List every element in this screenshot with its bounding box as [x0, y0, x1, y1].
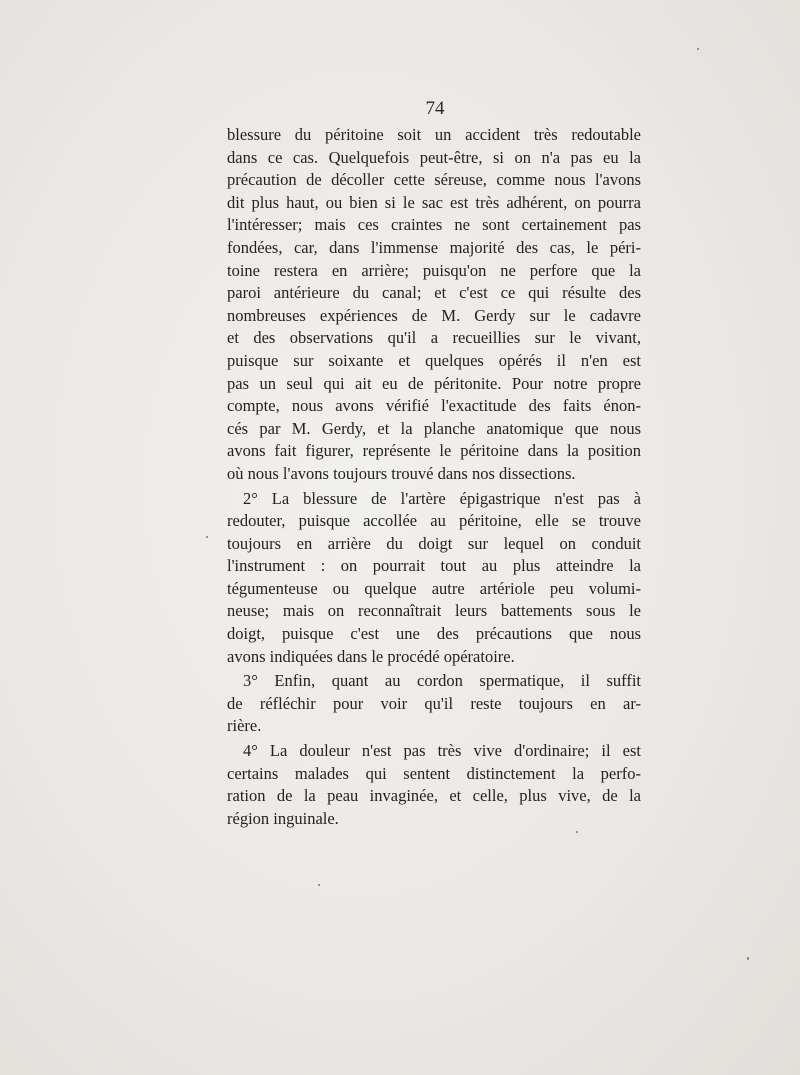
- text-line: blessure du péritoine soit un accident très redoutable: [227, 125, 641, 144]
- text-line: l'instrument : on pourrait tout au plus atteindre la: [227, 556, 641, 576]
- text-line: où nous l'avons toujours trouvé dans nos dissections.: [227, 463, 576, 483]
- text-line: l'intéresser; mais ces craintes ne sont certainement pas: [227, 215, 641, 235]
- text-line: nombreuses expériences de M. Gerdy sur le cadavre: [227, 305, 641, 325]
- text-line: certains malades qui sentent distinctement la perfo-: [227, 763, 641, 783]
- text-line: compte, nous avons vérifié l'exactitude des faits énon-: [227, 396, 641, 416]
- text-line: précaution de décoller cette séreuse, comme nous l'avons: [227, 170, 641, 190]
- text-line: avons indiquées dans le procédé opératoire.: [227, 646, 515, 666]
- text-line: tégumenteuse ou quelque autre artériole peu volumi-: [227, 578, 641, 598]
- text-line: neuse; mais on reconnaîtrait leurs battements sous le: [227, 601, 641, 621]
- text-line: toine restera en arrière; puisqu'on ne perfore que la: [227, 260, 641, 280]
- page-number: 74: [425, 98, 445, 119]
- text-line: 3° Enfin, quant au cordon spermatique, il suffit: [243, 671, 641, 691]
- text-line: ration de la peau invaginée, et celle, plus vive, de la: [227, 786, 641, 806]
- text-line: doigt, puisque c'est une des précautions que nous: [227, 624, 641, 644]
- paper-speck: [747, 957, 749, 960]
- text-line: toujours en arrière du doigt sur lequel on conduit: [227, 533, 641, 553]
- text-line: avons fait figurer, représente le péritoine dans la position: [227, 441, 641, 461]
- paper-speck: [576, 831, 578, 833]
- text-line: 4° La douleur n'est pas très vive d'ordinaire; il est: [243, 741, 641, 761]
- body-text: [227, 124, 641, 830]
- text-line: cés par M. Gerdy, et la planche anatomique que nous: [227, 418, 641, 438]
- text-line: et des observations qu'il a recueillies sur le vivant,: [227, 328, 641, 348]
- text-line: fondées, car, dans l'immense majorité des cas, le péri-: [227, 237, 641, 257]
- text-line: de réfléchir pour voir qu'il reste toujours en ar-: [227, 693, 641, 713]
- text-line: puisque sur soixante et quelques opérés il n'en est: [227, 350, 641, 370]
- text-line: paroi antérieure du canal; et c'est ce qui résulte des: [227, 283, 641, 303]
- text-line: pas un seul qui ait eu de péritonite. Pour notre propre: [227, 373, 641, 393]
- text-line: rière.: [227, 716, 262, 736]
- paper-speck: [206, 536, 208, 538]
- paper-speck: [318, 884, 320, 886]
- text-line: redouter, puisque accollée au péritoine, elle se trouve: [227, 511, 641, 531]
- text-line: dit plus haut, ou bien si le sac est très adhérent, on pourra: [227, 192, 641, 212]
- text-line: région inguinale.: [227, 808, 339, 828]
- text-line: dans ce cas. Quelquefois peut-être, si on n'a pas eu la: [227, 147, 641, 167]
- text-line: 2° La blessure de l'artère épigastrique n'est pas à: [243, 488, 641, 508]
- paper-speck: [697, 48, 699, 50]
